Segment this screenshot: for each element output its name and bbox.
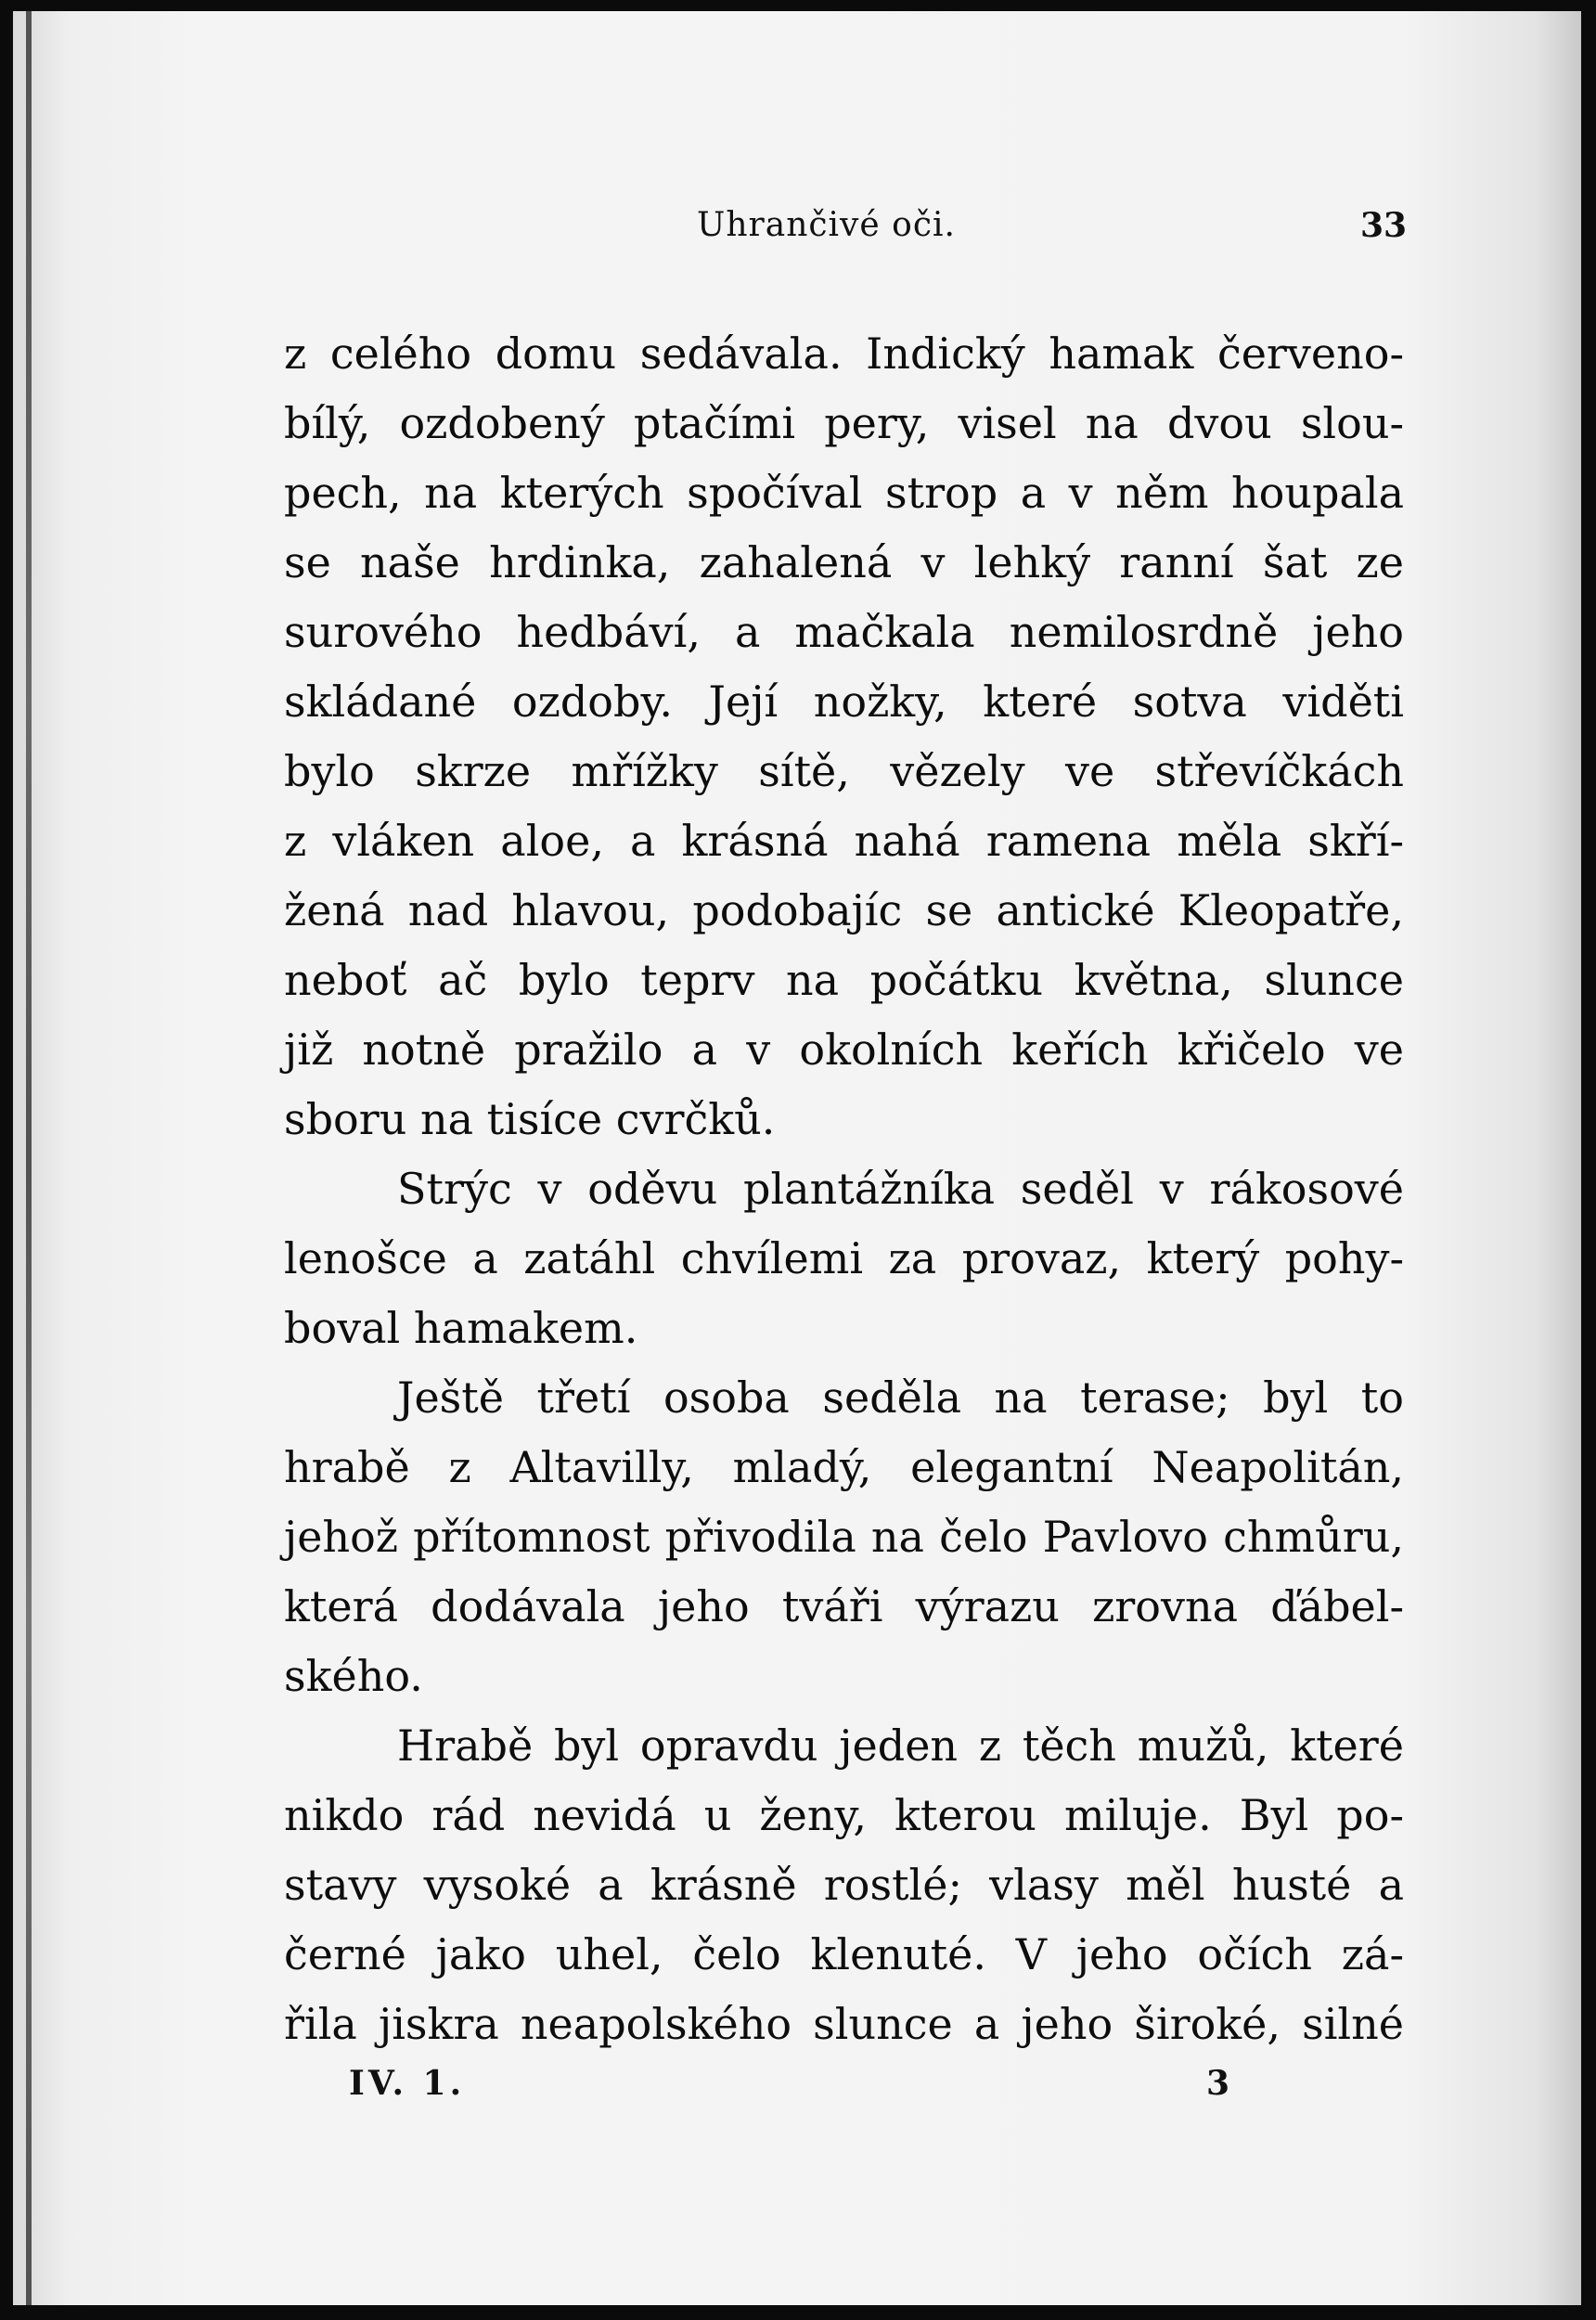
text-line: nikdo rád nevidá u ženy, kterou miluje. Byl po- bbox=[284, 1790, 1404, 1840]
text-line: boval hamakem. bbox=[284, 1303, 638, 1353]
chapter-title: Uhrančivé oči. bbox=[697, 206, 956, 244]
text-line: která dodávala jeho tváři výrazu zrovna ďábel- bbox=[284, 1581, 1404, 1631]
text-line: z celého domu sedávala. Indický hamak červeno- bbox=[284, 329, 1404, 379]
sheet-number: 3 bbox=[1206, 2064, 1230, 2103]
page-number: 33 bbox=[1360, 206, 1408, 245]
text-line: žená nad hlavou, podobajíc se antické Kleopatře, bbox=[284, 885, 1404, 935]
text-line: lenošce a zatáhl chvílemi za provaz, který pohy- bbox=[284, 1233, 1404, 1283]
text-line: surového hedbáví, a mačkala nemilosrdně jeho bbox=[284, 607, 1404, 657]
text-line: pech, na kterých spočíval strop a v něm houpala bbox=[284, 468, 1404, 518]
text-line: hrabě z Altavilly, mladý, elegantní Neapolitán, bbox=[284, 1442, 1404, 1492]
text-line: se naše hrdinka, zahalená v lehký ranní šat ze bbox=[284, 537, 1404, 587]
running-header bbox=[13, 206, 1581, 262]
text-line: jehož přítomnost přivodila na čelo Pavlovo chmůru, bbox=[284, 1512, 1404, 1562]
page-footer bbox=[13, 2064, 1581, 2120]
text-line: již notně pražilo a v okolních keřích křičelo ve bbox=[284, 1025, 1404, 1075]
text-line: sboru na tisíce cvrčků. bbox=[284, 1094, 776, 1144]
text-line: skládané ozdoby. Její nožky, které sotva viděti bbox=[284, 677, 1404, 727]
text-line: z vláken aloe, a krásná nahá ramena měla skří- bbox=[284, 816, 1404, 866]
signature-mark: IV. 1. bbox=[349, 2064, 466, 2103]
text-line: ského. bbox=[284, 1651, 423, 1701]
text-line: bílý, ozdobený ptačími pery, visel na dvou slou- bbox=[284, 398, 1404, 448]
text-line: neboť ač bylo teprv na počátku května, slunce bbox=[284, 955, 1404, 1005]
binding-edge bbox=[26, 11, 32, 2305]
text-line: černé jako uhel, čelo klenuté. V jeho očích zá- bbox=[284, 1929, 1404, 1979]
book-page bbox=[13, 11, 1581, 2305]
paragraph-start: Ještě třetí osoba seděla na terase; byl to bbox=[397, 1373, 1404, 1423]
text-line: bylo skrze mřížky sítě, vězely ve střevíčkách bbox=[284, 746, 1404, 796]
text-line: stavy vysoké a krásně rostlé; vlasy měl husté a bbox=[284, 1860, 1404, 1910]
paragraph-start: Strýc v oděvu plantážníka seděl v rákosové bbox=[397, 1164, 1404, 1214]
paragraph-start: Hrabě byl opravdu jeden z těch mužů, které bbox=[397, 1721, 1404, 1771]
text-line: řila jiskra neapolského slunce a jeho široké, silné bbox=[284, 1999, 1404, 2049]
